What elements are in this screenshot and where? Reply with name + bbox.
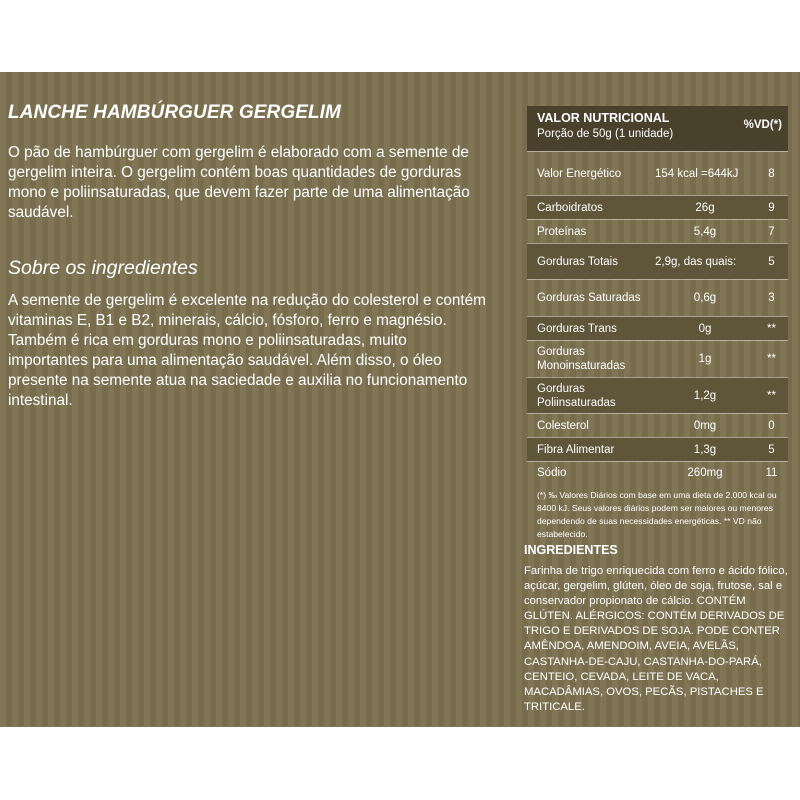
nutrient-amount: 1,3g: [693, 443, 717, 456]
table-row: [527, 437, 788, 461]
product-info: [8, 102, 488, 411]
table-row: [527, 316, 788, 340]
nutrient-vd: **: [767, 389, 776, 402]
nutrient-vd: 5: [768, 443, 775, 456]
nutrient-amount: 1,2g: [693, 389, 717, 402]
nutrient-name: Carboidratos: [537, 201, 603, 214]
nutrient-vd: **: [767, 353, 776, 365]
product-panel: [0, 72, 800, 727]
ingredients-about-text: A semente de gergelim é excelente na redução do colesterol e contém vitaminas E, B1 e B2, minerais, cálcio, fósforo, ferro e magnésio. Também é rica em gorduras mono e poliinsaturadas, muito importantes para uma alimentação saudável. Além disso, o óleo presente na semente atua na saciedade e auxilia no funcionamento intestinal.: [8, 292, 486, 409]
table-row: [527, 377, 788, 413]
table-row: [527, 151, 788, 195]
nutrient-vd: **: [767, 322, 776, 335]
nutrient-vd: 7: [768, 225, 775, 238]
nutrition-header-title: VALOR NUTRICIONAL: [537, 111, 670, 125]
nutrient-amount: 1g: [698, 353, 712, 365]
nutrition-portion: Porção de 50g (1 unidade): [537, 128, 674, 140]
nutrient-name: Gorduras Saturadas: [537, 292, 641, 304]
table-row: [527, 461, 788, 483]
nutrient-amount: 0,6g: [693, 292, 717, 304]
nutrient-name: Colesterol: [537, 419, 589, 432]
nutrient-amount: 260mg: [687, 466, 723, 479]
nutrient-vd: 5: [768, 255, 775, 268]
nutrient-name: Gorduras Trans: [537, 322, 617, 335]
table-row: [527, 279, 788, 316]
ingredients-list: Farinha de trigo enriquecida com ferro e ácido fólico, açúcar, gergelim, glúten, óleo de soja, frutose, sal e conservador propionato de cálcio. CONTÉM GLÚTEN. ALÉRGICOS: CONTÉM DERIVADOS DE TRIGO E DERIVADOS DE SOJA. PODE CONTER AMÊNDOA, AMENDOIM, AVEIA, AVELÃS, CASTANHA-DE-CAJU, CASTANHA-DO-PARÁ, CENTEIO, CEVADA, LEITE DE VACA, MACADÂMIAS, OVOS, PECÃS, PISTACHES E TRITICALE.: [524, 565, 788, 713]
nutrient-name: Valor Energético: [537, 167, 622, 180]
ingredients-heading: INGREDIENTES: [524, 543, 618, 557]
nutrient-vd: 3: [768, 292, 775, 304]
nutrition-table: [527, 106, 788, 541]
nutrient-amount: 2,9g, das quais:: [655, 255, 737, 268]
nutrient-vd: 8: [768, 167, 775, 180]
table-row: [527, 413, 788, 437]
nutrient-name: Gorduras Poliinsaturadas: [537, 382, 616, 409]
table-row: [527, 195, 788, 219]
nutrient-name: Sódio: [537, 466, 567, 479]
nutrient-name: Proteínas: [537, 225, 587, 238]
product-title: LANCHE HAMBÚRGUER GERGELIM: [8, 102, 341, 123]
table-row: [527, 340, 788, 377]
nutrient-vd: 0: [768, 419, 775, 432]
nutrient-name: Gorduras Monoinsaturadas: [537, 346, 626, 372]
nutrient-name: Gorduras Totais: [537, 255, 618, 268]
nutrient-amount: 26g: [695, 201, 715, 214]
table-row: [527, 219, 788, 243]
nutrient-vd: 9: [768, 201, 775, 214]
nutrition-vd-header: %VD(*): [743, 119, 782, 131]
ingredients-section: [524, 543, 794, 715]
product-description: O pão de hambúrguer com gergelim é elaborado com a semente de gergelim inteira. O gergelim contém boas quantidades de gorduras mono e poliinsaturadas, que devem fazer parte de uma alimentação saudável.: [8, 144, 470, 221]
nutrition-footnote: (*) ‰ Valores Diários com base em uma dieta de 2.000 kcal ou 8400 kJ. Seus valores diários podem ser maiores ou menores dependendo de suas necessidades energéticas. ** VD não estabelecido.: [537, 490, 777, 539]
nutrient-amount: 0g: [698, 322, 712, 335]
nutrient-amount: 154 kcal =644kJ: [655, 167, 739, 180]
ingredients-about-heading: Sobre os ingredientes: [8, 257, 198, 279]
nutrient-amount: 0mg: [693, 419, 717, 432]
nutrition-table-header: [527, 106, 788, 151]
nutrient-vd: 11: [765, 466, 778, 479]
nutrient-amount: 5,4g: [693, 225, 717, 238]
nutrient-name: Fibra Alimentar: [537, 443, 615, 456]
table-row: [527, 243, 788, 279]
